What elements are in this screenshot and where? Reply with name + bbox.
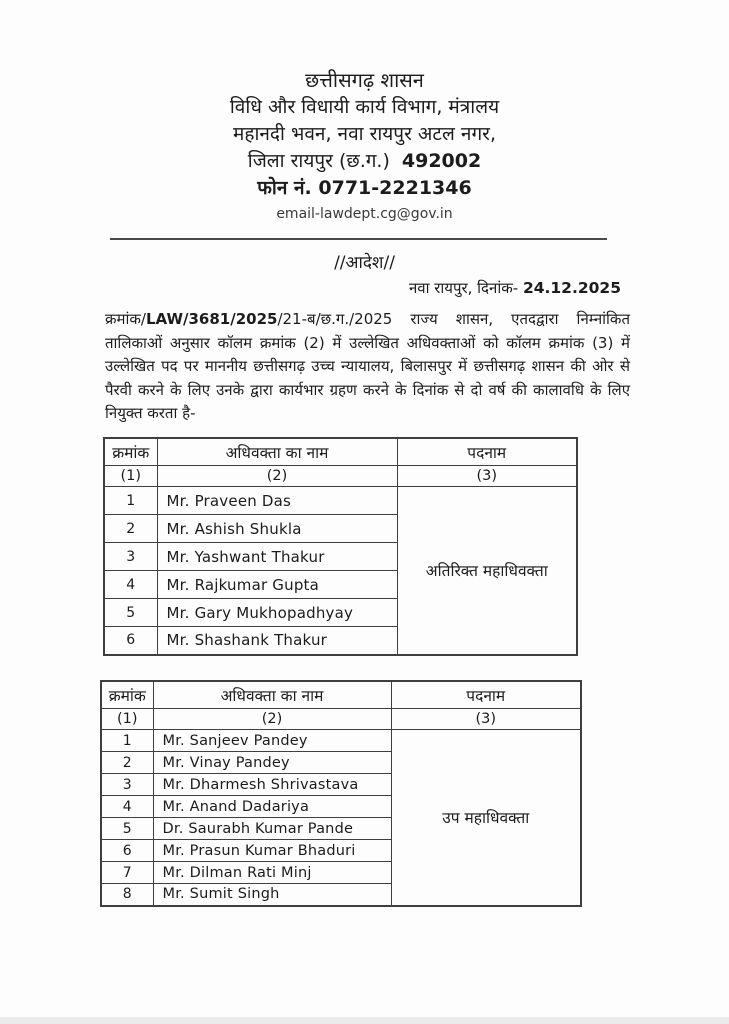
table-subheader-row: [101, 709, 581, 730]
letterhead: [0, 0, 729, 225]
advocate-name: Mr. Anand Dadariya: [153, 796, 391, 818]
address-line-2: [0, 148, 729, 175]
advocate-name: Mr. Gary Mukhopadhyay: [157, 599, 397, 627]
advocate-name: Mr. Prasun Kumar Bhaduri: [153, 840, 391, 862]
appointments-table-additional-advocate-general: [103, 437, 578, 656]
advocate-name: Mr. Ashish Shukla: [157, 515, 397, 543]
serial-number: 1: [104, 487, 157, 515]
serial-number: 5: [101, 818, 153, 840]
serial-number: 7: [101, 862, 153, 884]
advocate-name: Mr. Yashwant Thakur: [157, 543, 397, 571]
col-number-3: (3): [391, 709, 581, 730]
order-date: 24.12.2025: [522, 279, 621, 297]
pincode: 492002: [401, 150, 482, 172]
serial-number: 3: [101, 774, 153, 796]
table-subheader-row: [104, 466, 577, 487]
advocate-name: Mr. Vinay Pandey: [153, 752, 391, 774]
phone-number: 0771-2221346: [318, 177, 472, 199]
advocate-name: Mr. Dilman Rati Minj: [153, 862, 391, 884]
district-text: जिला रायपुर (छ.ग.): [247, 150, 390, 172]
ref-prefix: क्रमांक/: [105, 310, 146, 328]
advocate-name: Mr. Rajkumar Gupta: [157, 571, 397, 599]
divider-line: [110, 238, 607, 240]
advocate-name: Dr. Saurabh Kumar Pande: [153, 818, 391, 840]
ref-suffix: /21-ब/छ.ग./2025: [277, 310, 393, 328]
table-row: [101, 730, 581, 752]
serial-number: 3: [104, 543, 157, 571]
advocate-name: Mr. Sumit Singh: [153, 884, 391, 906]
designation-cell: अतिरिक्त महाधिवक्ता: [397, 487, 577, 655]
serial-number: 6: [104, 627, 157, 655]
email-address: email-lawdept.cg@gov.in: [276, 206, 453, 222]
col-number-1: (1): [104, 466, 157, 487]
appointments-table-deputy-advocate-general: [100, 680, 582, 907]
col-number-2: (2): [157, 466, 397, 487]
col-header-sno: क्रमांक: [104, 438, 157, 466]
col-header-designation: पदनाम: [397, 438, 577, 466]
col-number-3: (3): [397, 466, 577, 487]
phone-line: [0, 175, 729, 202]
col-header-sno: क्रमांक: [101, 681, 153, 709]
serial-number: 2: [101, 752, 153, 774]
scan-edge-strip: [0, 1017, 729, 1024]
designation-cell: उप महाधिवक्ता: [391, 730, 581, 906]
serial-number: 6: [101, 840, 153, 862]
col-number-1: (1): [101, 709, 153, 730]
order-body-paragraph: [105, 308, 630, 426]
table-header-row: [104, 438, 577, 466]
advocate-name: Mr. Shashank Thakur: [157, 627, 397, 655]
col-header-designation: पदनाम: [391, 681, 581, 709]
serial-number: 5: [104, 599, 157, 627]
advocate-name: Mr. Sanjeev Pandey: [153, 730, 391, 752]
org-name: छत्तीसगढ़ शासन: [305, 68, 424, 92]
table-row: [104, 487, 577, 515]
serial-number: 1: [101, 730, 153, 752]
serial-number: 2: [104, 515, 157, 543]
col-number-2: (2): [153, 709, 391, 730]
serial-number: 4: [104, 571, 157, 599]
department-name: विधि और विधायी कार्य विभाग, मंत्रालय: [229, 96, 500, 118]
serial-number: 8: [101, 884, 153, 906]
phone-label: फोन नं.: [257, 177, 319, 199]
advocate-name: Mr. Praveen Das: [157, 487, 397, 515]
table-header-row: [101, 681, 581, 709]
place-date-label: नवा रायपुर, दिनांक-: [408, 279, 523, 297]
serial-number: 4: [101, 796, 153, 818]
order-text: राज्य शासन, एतदद्वारा निम्नांकित तालिकाओं अनुसार कॉलम क्रमांक (2) में उल्लेखित अधिवक्ताओं को कॉलम क्रमांक (3) में उल्लेखित पद पर माननीय छत्तीसगढ़ उच्च न्यायालय, बिलासपुर में छत्तीसगढ़ शासन की ओर से पैरवी करने के लिए उनके द्वारा कार्यभार ग्रहण करने के दिनांक से दो वर्ष की कालावधि के लिए नियुक्त करता है-: [105, 310, 630, 422]
advocate-name: Mr. Dharmesh Shrivastava: [153, 774, 391, 796]
place-dateline: [0, 278, 729, 298]
order-heading: //आदेश//: [334, 253, 395, 273]
col-header-name: अधिवक्ता का नाम: [157, 438, 397, 466]
ref-number: LAW/3681/2025: [145, 310, 278, 328]
address-line-1: महानदी भवन, नवा रायपुर अटल नगर,: [233, 123, 496, 145]
col-header-name: अधिवक्ता का नाम: [153, 681, 391, 709]
